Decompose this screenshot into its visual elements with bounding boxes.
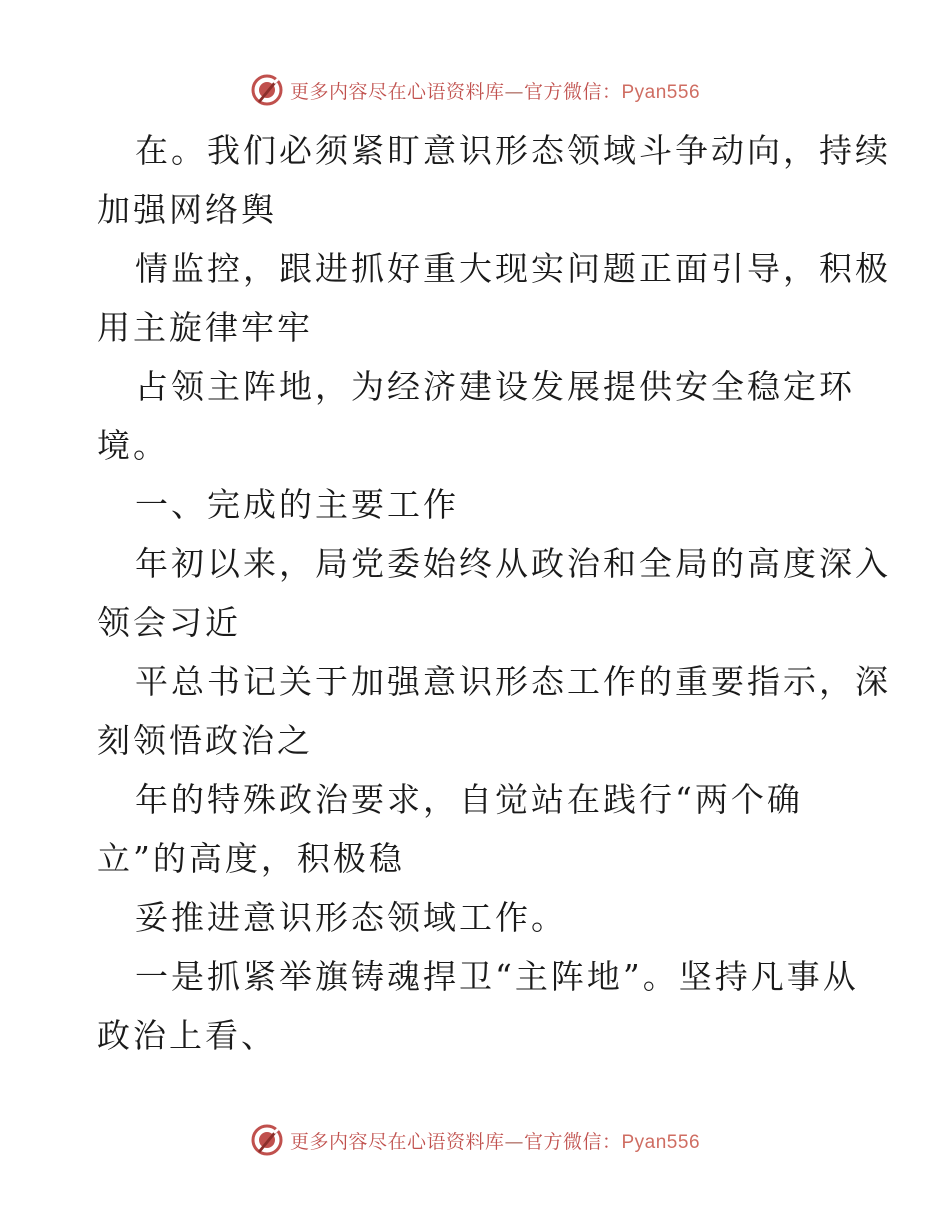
- text-line: 用主旋律牢牢: [97, 308, 313, 347]
- banner-wechat-id: Pyan556: [621, 81, 701, 103]
- banner-dash: —: [504, 1130, 524, 1153]
- banner-dash: —: [504, 80, 524, 103]
- section-heading: 一、完成的主要工作: [135, 485, 459, 524]
- banner-title: 更多内容尽在心语资料库: [289, 1130, 505, 1153]
- header-banner: [0, 70, 950, 110]
- text-line: 加强网络舆: [97, 190, 277, 229]
- text-line: 平总书记关于加强意识形态工作的重要指示，深: [135, 662, 891, 701]
- banner-title: 更多内容尽在心语资料库: [289, 80, 505, 103]
- banner-official: 官方微信：: [523, 80, 622, 103]
- text-line: 年的特殊政治要求，自觉站在践行“两个确: [135, 780, 803, 819]
- quill-seal-icon: [250, 73, 284, 107]
- text-line: 境。: [97, 426, 169, 465]
- text-line: 一是抓紧举旗铸魂捍卫“主阵地”。坚持凡事从: [135, 957, 859, 996]
- document-body: [97, 121, 891, 1065]
- text-line: 政治上看、: [97, 1016, 277, 1055]
- banner-text: [290, 1127, 700, 1154]
- text-line: 在。我们必须紧盯意识形态领域斗争动向，持续: [135, 131, 891, 170]
- banner-wechat-id: Pyan556: [621, 1131, 701, 1153]
- quill-seal-icon: [250, 1123, 284, 1157]
- text-line: 刻领悟政治之: [97, 721, 313, 760]
- banner-official: 官方微信：: [523, 1130, 622, 1153]
- text-line: 领会习近: [97, 603, 241, 642]
- text-line: 情监控，跟进抓好重大现实问题正面引导，积极: [135, 249, 891, 288]
- banner-text: [290, 77, 700, 104]
- text-line: 立”的高度，积极稳: [97, 839, 405, 878]
- text-line: 年初以来，局党委始终从政治和全局的高度深入: [135, 544, 891, 583]
- text-line: 妥推进意识形态领域工作。: [135, 898, 567, 937]
- footer-banner: [0, 1120, 950, 1160]
- text-line: 占领主阵地，为经济建设发展提供安全稳定环: [135, 367, 855, 406]
